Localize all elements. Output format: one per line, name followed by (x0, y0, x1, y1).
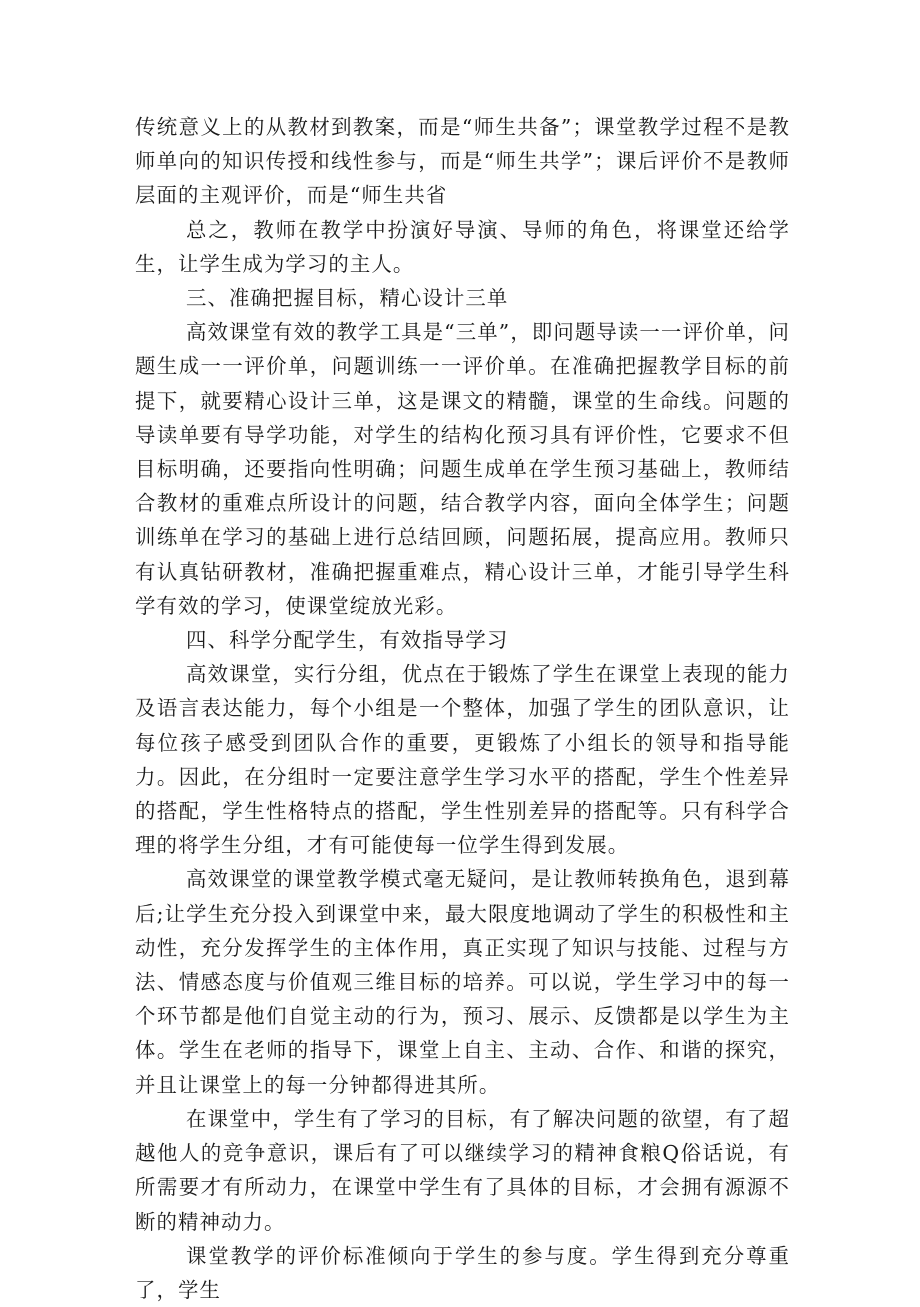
paragraph-teaching-model: 高效课堂的课堂教学模式毫无疑问，是让教师转换角色，退到幕后;让学生充分投入到课堂中来，最大限度地调动了学生的积极性和主动性，充分发挥学生的主体作用，真正实现了知识与技能、过程与方法、情感态度与价值观三维目标的培养。可以说，学生学习中的每一个环节都是他们自觉主动的行为，预习、展示、反馈都是以学生为主体。学生在老师的指导下，课堂上自主、主动、合作、和谐的探究，并且让课堂上的每一分钟都得进其所。 (135, 867, 790, 1097)
section-heading-four: 四、科学分配学生，有效指导学习 (186, 628, 509, 653)
paragraph-evaluation: 课堂教学的评价标准倾向于学生的参与度。学生得到充分尊重了，学生 (135, 1243, 790, 1302)
paragraph-three-sheets: 高效课堂有效的教学工具是“三单”，即问题导读一一评价单，问题生成一一评价单，问题训练一一评价单。在准确把握教学目标的前提下，就要精心设计三单，这是课文的精髓，课堂的生命线。问题的导读单要有导学功能，对学生的结构化预习具有评价性，它要求不但目标明确，还要指向性明确；问题生成单在学生预习基础上，教师结合教材的重难点所设计的问题，结合教学内容，面向全体学生；问题训练单在学习的基础上进行总结回顾，问题拓展，提高应用。教师只有认真钻研教材，准确把握重难点，精心设计三单，才能引导学生科学有效的学习，使课堂绽放光彩。 (135, 320, 790, 618)
paragraph-continuation: 传统意义上的从教材到教案，而是“师生共备”；课堂教学过程不是教师单向的知识传授和线性参与，而是“师生共学”；课后评价不是教师层面的主观评价，而是“师生共省 (135, 115, 790, 208)
paragraph-grouping: 高效课堂，实行分组，优点在于锻炼了学生在课堂上表现的能力及语言表达能力，每个小组是一个整体，加强了学生的团队意识，让每位孩子感受到团队合作的重要，更锻炼了小组长的领导和指导能力。因此，在分组时一定要注意学生学习水平的搭配，学生个性差异的搭配，学生性格特点的搭配，学生性别差异的搭配等。只有科学合理的将学生分组，才有可能使每一位学生得到发展。 (135, 662, 790, 858)
paragraph-summary: 总之，教师在教学中扮演好导演、导师的角色，将课堂还给学生，让学生成为学习的主人。 (135, 217, 790, 276)
document-body (135, 110, 790, 1307)
section-heading-three: 三、准确把握目标，精心设计三单 (186, 286, 509, 311)
paragraph-learning-goals: 在课堂中，学生有了学习的目标，有了解决问题的欲望，有了超越他人的竞争意识，课后有了可以继续学习的精神食粮Q俗话说，有所需要才有所动力，在课堂中学生有了具体的目标，才会拥有源源不断的精神动力。 (135, 1106, 790, 1234)
